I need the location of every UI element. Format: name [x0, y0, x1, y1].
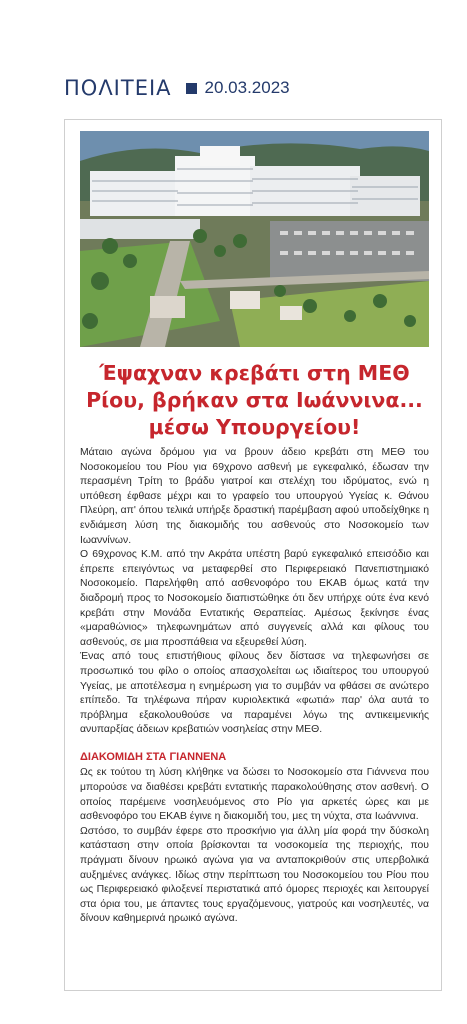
paragraph: Ένας από τους επιστήθιους φίλους δεν δίστασε να τηλεφωνήσει σε προσωπικό του φίλο ο οποίος απασχολείται ως ιδιαίτερος του υπουργού Υγείας, με αποτέλεσμα η ενημέρωση για το συμβάν να φθάσει σε ανώτερο επίπεδο. Τα τηλέφωνα πήραν κυριολεκτικά «φωτιά» παρ' όλα αυτά το πρόβλημα εξακολουθούσε να παραμένει λόγω της αντικειμενικής ανυπαρξίας άδειων κρεβατιών νοσηλείας στην ΜΕΘ.	[80, 651, 429, 736]
article-headline: Έψαχναν κρεβάτι στη ΜΕΘ Ρίου, βρήκαν στα Ιωάννινα... μέσω Υπουργείου!	[86, 361, 423, 439]
hospital-aerial-image	[80, 131, 429, 347]
hospital-photo	[80, 131, 429, 347]
section-title: ΠΟΛΙΤΕΙΑ	[64, 76, 172, 100]
publication-date: 20.03.2023	[204, 78, 290, 97]
paragraph: Μάταιο αγώνα δρόμου για να βρουν άδειο κρεβάτι στη ΜΕΘ του Νοσοκομείου του Ρίου για 69χρονο ασθενή με εγκεφαλικό, έδωσαν την περασμένη Τρίτη το βράδυ γιατροί και στελέχη του ιδρύματος, ενώ η υπόθεση έφθασε μέχρι και το γραφείο του υπουργού Υγείας κ. Θάνου Πλεύρη, απ' όπου τελικά υπήρξε δραστική παρέμβαση αφού υποδείχθηκε η ενδιάμεση λύση της διακομιδής του ασθενούς στο Νοσοκομείο των Ιωαννίνων.	[80, 447, 429, 546]
paragraph: Ωστόσο, το συμβάν έφερε στο προσκήνιο για άλλη μία φορά την δύσκολη κατάσταση στην οποία βρίσκονται τα νοσοκομεία της περιοχής, που πράγματι δίνουν ηρωικό αγώνα για να ανταποκριθούν στις υπερβολικά αυξημένες ανάγκες. Ιδίως στην περίπτωση του Νοσοκομείου του Ρίου που ως Περιφερειακό φιλοξενεί περιστατικά από όμορες περιοχές και λειτουργεί στα όρια του, με άπαντες τους εργαζόμενους, γιατρούς και νοσηλευτές, να δίνουν καθημερινά ηρωικό αγώνα.	[80, 825, 429, 925]
paragraph: Ο 69χρονος Κ.Μ. από την Ακράτα υπέστη βαρύ εγκεφαλικό επεισόδιο και έπρεπε επειγόντως να μεταφερθεί στο Περιφερειακό Πανεπιστημιακό Νοσοκομείο. Παρελήφθη από ασθενοφόρο του ΕΚΑΒ όμως κατά την διαδρομή προς το Νοσοκομείο διαπιστώθηκε ότι δεν υπήρχε ούτε ένα κενό κρεβάτι στην Μονάδα Εντατικής Θεραπείας. Αμέσως ξεκίνησε ένας «μαραθώνιος» τηλεφωνημάτων από συγγενείς αλλά και φίλους του ασθενούς, σε μια προσπάθεια να εξευρεθεί λύση.	[80, 549, 429, 648]
square-bullet-icon	[186, 83, 197, 94]
paragraph: Ως εκ τούτου τη λύση κλήθηκε να δώσει το Νοσοκομείο στα Γιάννενα που μπορούσε να διαθέσει κρεβάτι εντατικής παρακολούθησης στον ασθενή. Ο οποίος παρέμεινε νοσηλευόμενος στο Ρίο για αρκετές ώρες και με ασθενοφόρο του ΕΚΑΒ έγινε η διακομιδή του, μες τη νύχτα, στα Ιωάννινα.	[80, 767, 429, 823]
article-body	[80, 446, 429, 927]
masthead	[64, 76, 290, 100]
article-subheading: ΔΙΑΚΟΜΙΔΗ ΣΤΑ ΓΙΑΝΝΕΝΑ	[80, 750, 227, 763]
